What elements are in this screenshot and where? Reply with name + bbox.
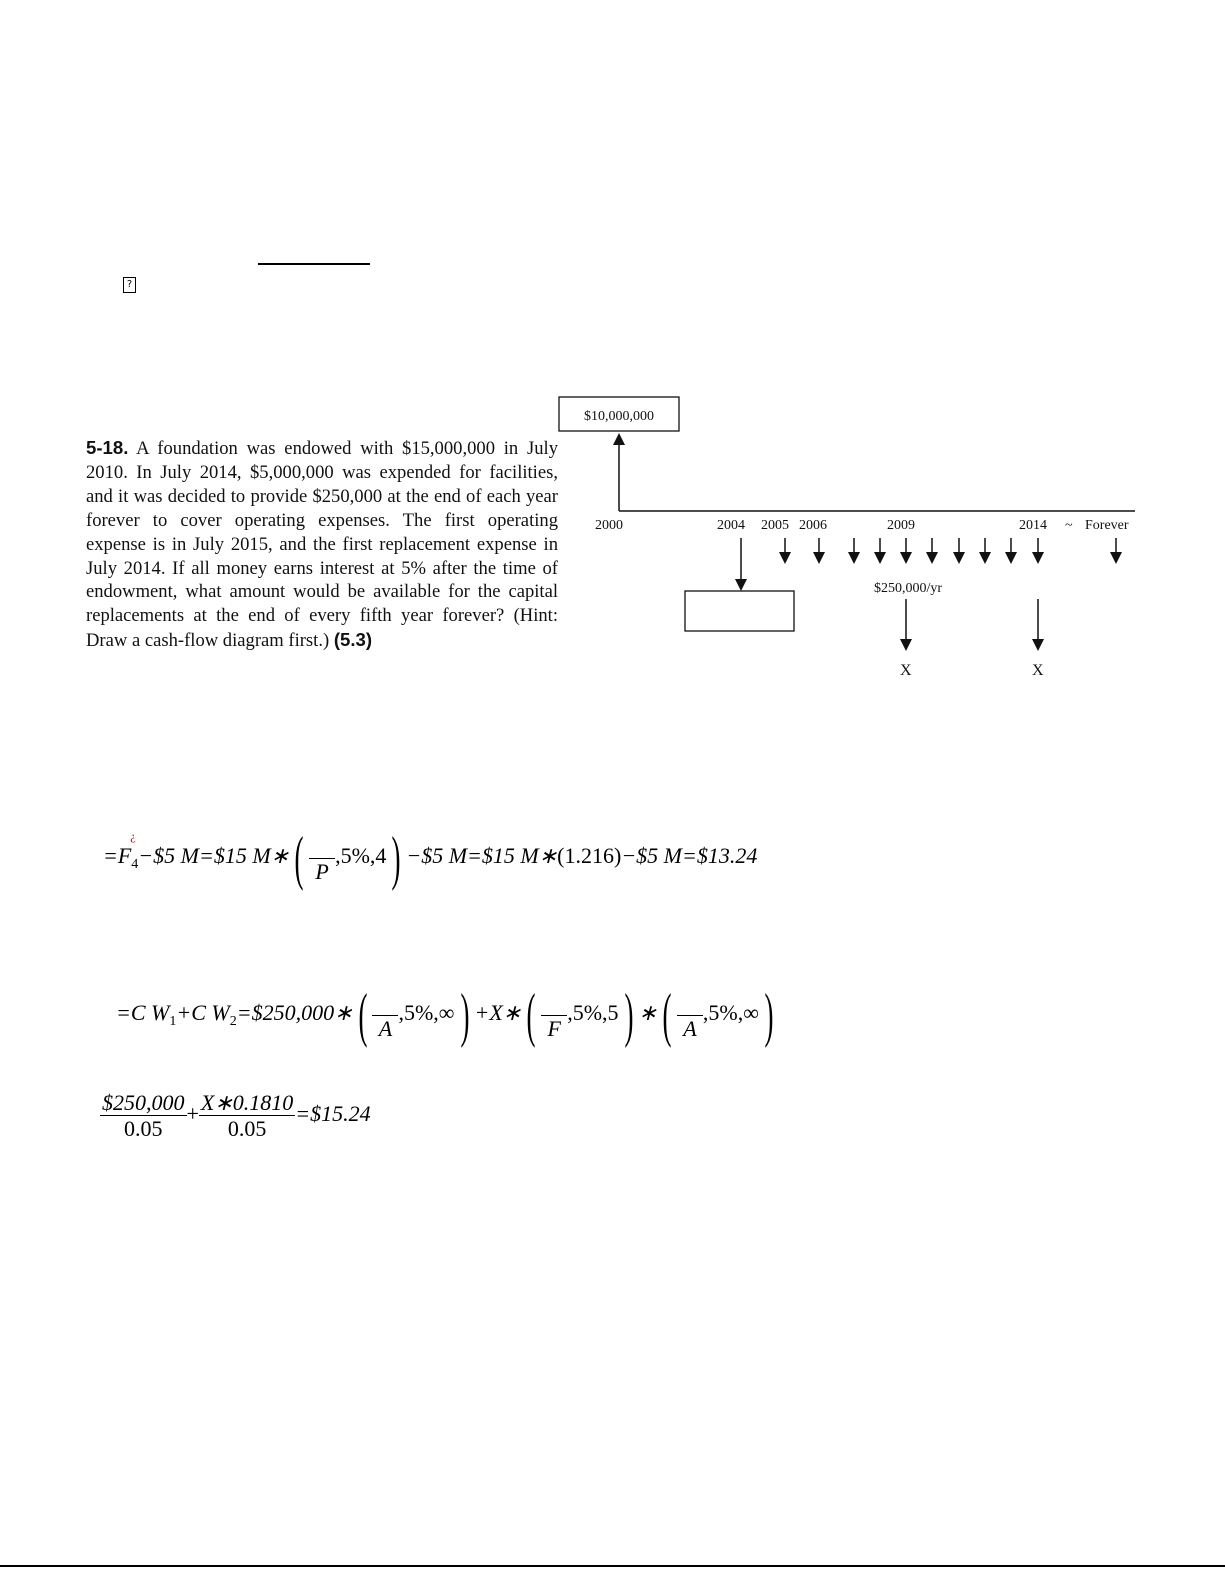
eq1-part2: −$5 M=$15 M∗ — [406, 843, 558, 869]
facilities-box — [685, 591, 794, 631]
eq2-fraction-2: F — [541, 989, 567, 1041]
replacement-x-label: X — [1032, 662, 1044, 679]
annual-arrows — [785, 538, 1116, 558]
eq2-sub2: 2 — [229, 1014, 237, 1030]
eq2-args2: ,5%,5 — [567, 1000, 619, 1026]
eq1-args: ,5%,4 — [335, 843, 387, 869]
paren-open: ( — [294, 825, 304, 891]
year-label: 2005 — [761, 518, 789, 533]
year-label: 2014 — [1019, 518, 1047, 533]
paren-close: ) — [459, 982, 469, 1048]
paren-open: ( — [357, 982, 367, 1048]
eq1-part1: −$5 M=$15 M∗ — [138, 843, 290, 869]
missing-glyph-box: ? — [123, 277, 136, 293]
eq2-fraction-3: A — [677, 989, 703, 1041]
paren-open: ( — [526, 982, 536, 1048]
replacement-x-label: X — [900, 662, 912, 679]
eq2-args3: ,5%,∞ — [702, 1000, 759, 1026]
eq2-part2: +X∗ — [474, 1000, 522, 1026]
eq1-part3: −$5 M=$13.24 — [621, 843, 758, 869]
eq1-lead: =F — [103, 843, 132, 869]
problem-statement — [86, 436, 558, 653]
page-bottom-border — [0, 1565, 1225, 1567]
eq3-result: =$15.24 — [295, 1100, 371, 1126]
problem-text: A foundation was endowed with $15,000,000 in July 2010. In July 2014, $5,000,000 was expended for facilities, and it was decided to provide $250,000 at the end of each year forever to cover operating expenses. The first operating expense is in July 2015, and the first replacement expense in July 2014. If all money earns interest at 5% after the time of endowment, what amount would be available for the capital replacements at the end of every fifth year forever? (Hint: Draw a cash-flow diagram first.) — [86, 438, 558, 652]
paren-open: ( — [662, 982, 672, 1048]
eq1-factor-fraction: P — [309, 832, 335, 884]
eq2-sub1: 1 — [169, 1014, 177, 1030]
year-label: 2004 — [717, 518, 745, 533]
problem-number: 5-18. — [86, 437, 129, 458]
equation-future-worth — [103, 825, 758, 891]
year-label: 2006 — [799, 518, 827, 533]
equation-capitalized-worth — [116, 982, 779, 1048]
year-label: 2000 — [595, 518, 623, 533]
year-label: 2009 — [887, 518, 915, 533]
tilde-label: ~ — [1065, 518, 1073, 533]
eq3-fraction-1: $\frac{\$250,000}{0.05}$ — [102, 1090, 185, 1142]
eq2-fraction-1: A — [372, 989, 398, 1041]
cash-flow-diagram — [555, 395, 1155, 695]
paren-close: ) — [391, 825, 401, 891]
equation-solve — [100, 1090, 371, 1142]
top-underline — [258, 263, 370, 265]
paren-small-close: ) — [613, 843, 622, 869]
eq2-part3: ∗ — [638, 1000, 657, 1026]
eq2-lead: =C W — [116, 1000, 170, 1026]
paren-close: ) — [764, 982, 774, 1048]
eq1-marker: ¿ — [130, 829, 136, 844]
endowment-label: $10,000,000 — [584, 409, 654, 424]
eq3-plus: + — [186, 1100, 199, 1126]
section-reference: (5.3) — [333, 629, 373, 651]
eq1-factor: 1.216 — [564, 843, 614, 869]
eq2-part1: =$250,000∗ — [236, 1000, 353, 1026]
forever-label: Forever — [1085, 518, 1129, 533]
paren-small-open: ( — [557, 843, 565, 869]
eq1-subscript: 4 — [131, 857, 139, 873]
annual-amount-label: $250,000/yr — [874, 581, 943, 596]
eq3-fraction-2: $\frac{X∗0.1810}{0.05}$ — [200, 1090, 294, 1142]
paren-close: ) — [624, 982, 634, 1048]
eq2-args1: ,5%,∞ — [398, 1000, 455, 1026]
eq2-plus: +C W — [176, 1000, 230, 1026]
